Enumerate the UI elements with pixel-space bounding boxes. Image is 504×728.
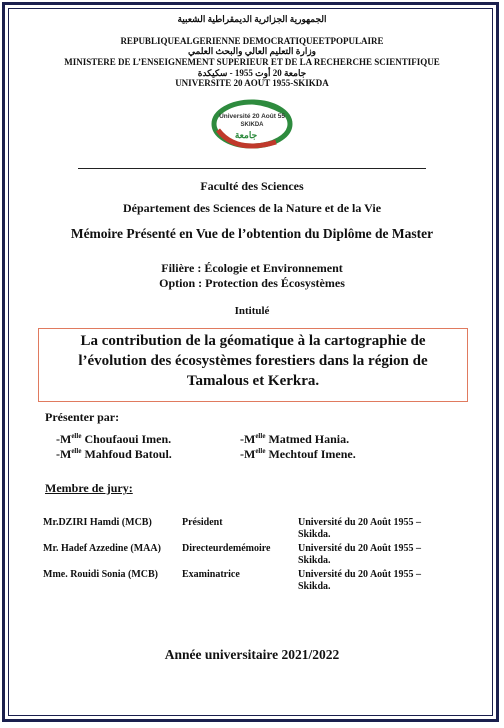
- jury-member-univ: Université du 20 Août 1955 –: [298, 517, 422, 528]
- jury-member-role: Président: [182, 517, 223, 528]
- jury-member-name: Mr. Hadef Azzedine (MAA): [43, 543, 161, 554]
- student-3: $-M^{elle}$ Mahfoud Batoul.: [56, 447, 172, 461]
- jury-member-univ-city: Skikda.: [298, 555, 331, 566]
- jury-member-name: Mr.DZIRI Hamdi (MCB): [43, 517, 152, 528]
- jury-member-univ-city: Skikda.: [298, 529, 331, 540]
- logo-text-skikda: SKIKDA: [240, 122, 264, 128]
- header-ministry: MINISTERE DE L’ENSEIGNEMENT SUPERIEUR ET DE LA RECHERCHE SCIENTIFIQUE: [64, 57, 440, 67]
- jury-member-role: Directeurdemémoire: [182, 543, 271, 554]
- jury-member-univ: Université du 20 Août 1955 –: [298, 569, 422, 580]
- faculty: Faculté des Sciences: [200, 179, 304, 193]
- thesis-title-line2: l’évolution des écosystèmes forestiers dans la région de: [78, 353, 428, 369]
- student-4: $-M^{elle}$ Mechtouf Imene.: [240, 447, 356, 461]
- header-arabic-2: وزارة التعليم العالي والبحث العلمي: [187, 46, 317, 56]
- header-arabic-3: جامعة 20 أوت 1955 - سكيكدة: [197, 68, 307, 78]
- academic-year: Année universitaire 2021/2022: [164, 647, 340, 662]
- university-logo: [206, 94, 298, 160]
- option: Option : Protection des Écosystèmes: [159, 276, 345, 290]
- presenter-label: Présenter par:: [45, 410, 120, 424]
- jury-member-univ: Université du 20 Août 1955 –: [298, 543, 422, 554]
- thesis-title-line3: Tamalous et Kerkra.: [186, 373, 320, 389]
- student-2: $-M^{elle}$ Matmed Hania.: [240, 432, 350, 446]
- memoire-heading: Mémoire Présenté en Vue de l’obtention du Diplôme de Master: [70, 226, 434, 241]
- student-1: $-M^{elle}$ Choufaoui Imen.: [56, 432, 172, 446]
- jury-member-name: Mme. Rouidi Sonia (MCB): [43, 569, 158, 580]
- header-republic: REPUBLIQUEALGERIENNE DEMOCRATIQUEETPOPULAIRE: [120, 36, 384, 46]
- logo-text-university: Université 20 Août 55: [219, 113, 285, 120]
- thesis-title-line1: La contribution de la géomatique à la cartographie de: [80, 333, 426, 349]
- jury-label: Membre de jury:: [45, 481, 133, 495]
- divider: [78, 168, 426, 169]
- svg-text:ﺟﺎﻣﻌﺔ: ﺟﺎﻣﻌﺔ: [234, 130, 258, 140]
- intitule-label: Intitulé: [234, 305, 270, 317]
- jury-member-role: Examinatrice: [182, 569, 240, 580]
- thesis-title-box: [38, 328, 468, 402]
- department: Département des Sciences de la Nature et de la Vie: [122, 201, 382, 215]
- header-arabic-1: الجمهورية الجزائرية الديمقراطية الشعبية: [177, 14, 327, 24]
- filiere: Filière : Écologie et Environnement: [161, 261, 343, 275]
- header-university: UNIVERSITE 20 AOUT 1955-SKIKDA: [175, 78, 329, 88]
- jury-member-univ-city: Skikda.: [298, 581, 331, 592]
